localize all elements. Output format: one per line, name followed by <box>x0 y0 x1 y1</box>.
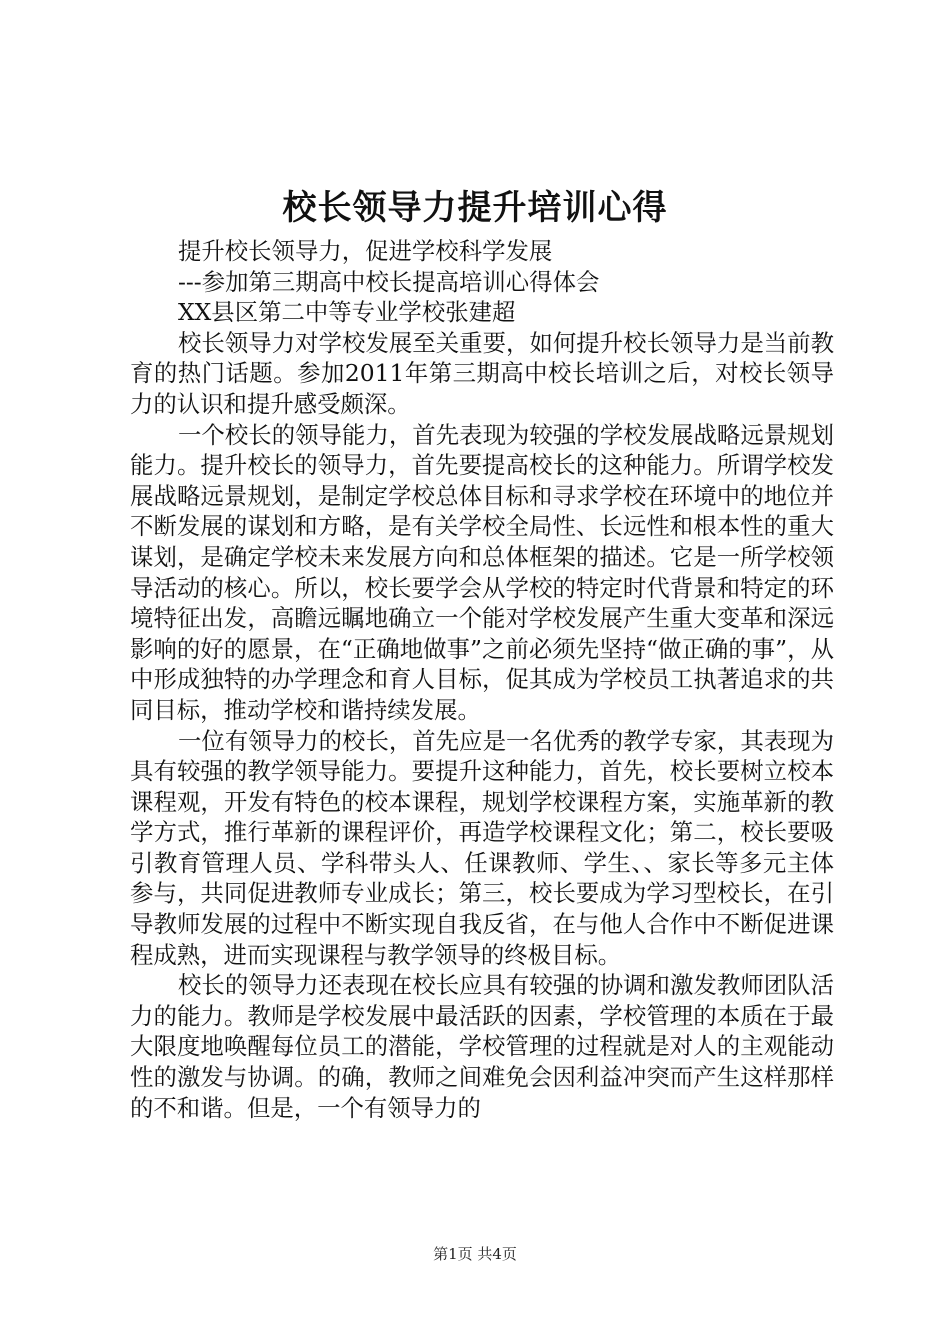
page-number-footer: 第1页 共4页 <box>433 1245 517 1263</box>
paragraph: 校长的领导力还表现在校长应具有较强的协调和激发教师团队活力的能力。教师是学校发展中最活跃的因素，学校管理的本质在于最大限度地唤醒每位员工的潜能，学校管理的过程就是对人的主观能动性的激发与协调。的确，教师之间难免会因利益冲突而产生这样那样的不和谐。但是，一个有领导力的 <box>130 971 834 1122</box>
subtitle-secondary: ---参加第三期高中校长提高培训心得体会 <box>178 267 600 296</box>
document-title: 校长领导力提升培训心得 <box>282 188 668 228</box>
paragraph: 一位有领导力的校长，首先应是一名优秀的教学专家，其表现为具有较强的教学领导能力。要提升这种能力，首先，校长要树立校本课程观，开发有特色的校本课程，规划学校课程方案，实施革新的教学方式，推行革新的课程评价，再造学校课程文化；第二，校长要吸引教育管理人员、学科带头人、任课教师、学生、、家长等多元主体参与，共同促进教师专业成长；第三，校长要成为学习型校长，在引导教师发展的过程中不断实现自我反省，在与他人合作中不断促进课程成熟，进而实现课程与教学领导的终极目标。 <box>130 726 834 969</box>
document-body <box>130 236 834 1123</box>
author-line: XX县区第二中等专业学校张建超 <box>178 298 516 327</box>
paragraph: 校长领导力对学校发展至关重要，如何提升校长领导力是当前教育的热门话题。参加2011年第三期高中校长培训之后，对校长领导力的认识和提升感受颇深。 <box>130 328 834 418</box>
paragraph: 一个校长的领导能力，首先表现为较强的学校发展战略远景规划能力。提升校长的领导力，首先要提高校长的这种能力。所谓学校发展战略远景规划，是制定学校总体目标和寻求学校在环境中的地位并不断发展的谋划和方略，是有关学校全局性、长远性和根本性的重大谋划，是确定学校未来发展方向和总体框架的描述。它是一所学校领导活动的核心。所以，校长要学会从学校的特定时代背景和特定的环境特征出发，高瞻远瞩地确立一个能对学校发展产生重大变革和深远影响的好的愿景，在“正确地做事”之前必须先坚持“做正确的事”，从中形成独特的办学理念和育人目标，促其成为学校员工执著追求的共同目标，推动学校和谐持续发展。 <box>130 420 834 724</box>
subtitle: 提升校长领导力，促进学校科学发展 <box>178 237 553 265</box>
